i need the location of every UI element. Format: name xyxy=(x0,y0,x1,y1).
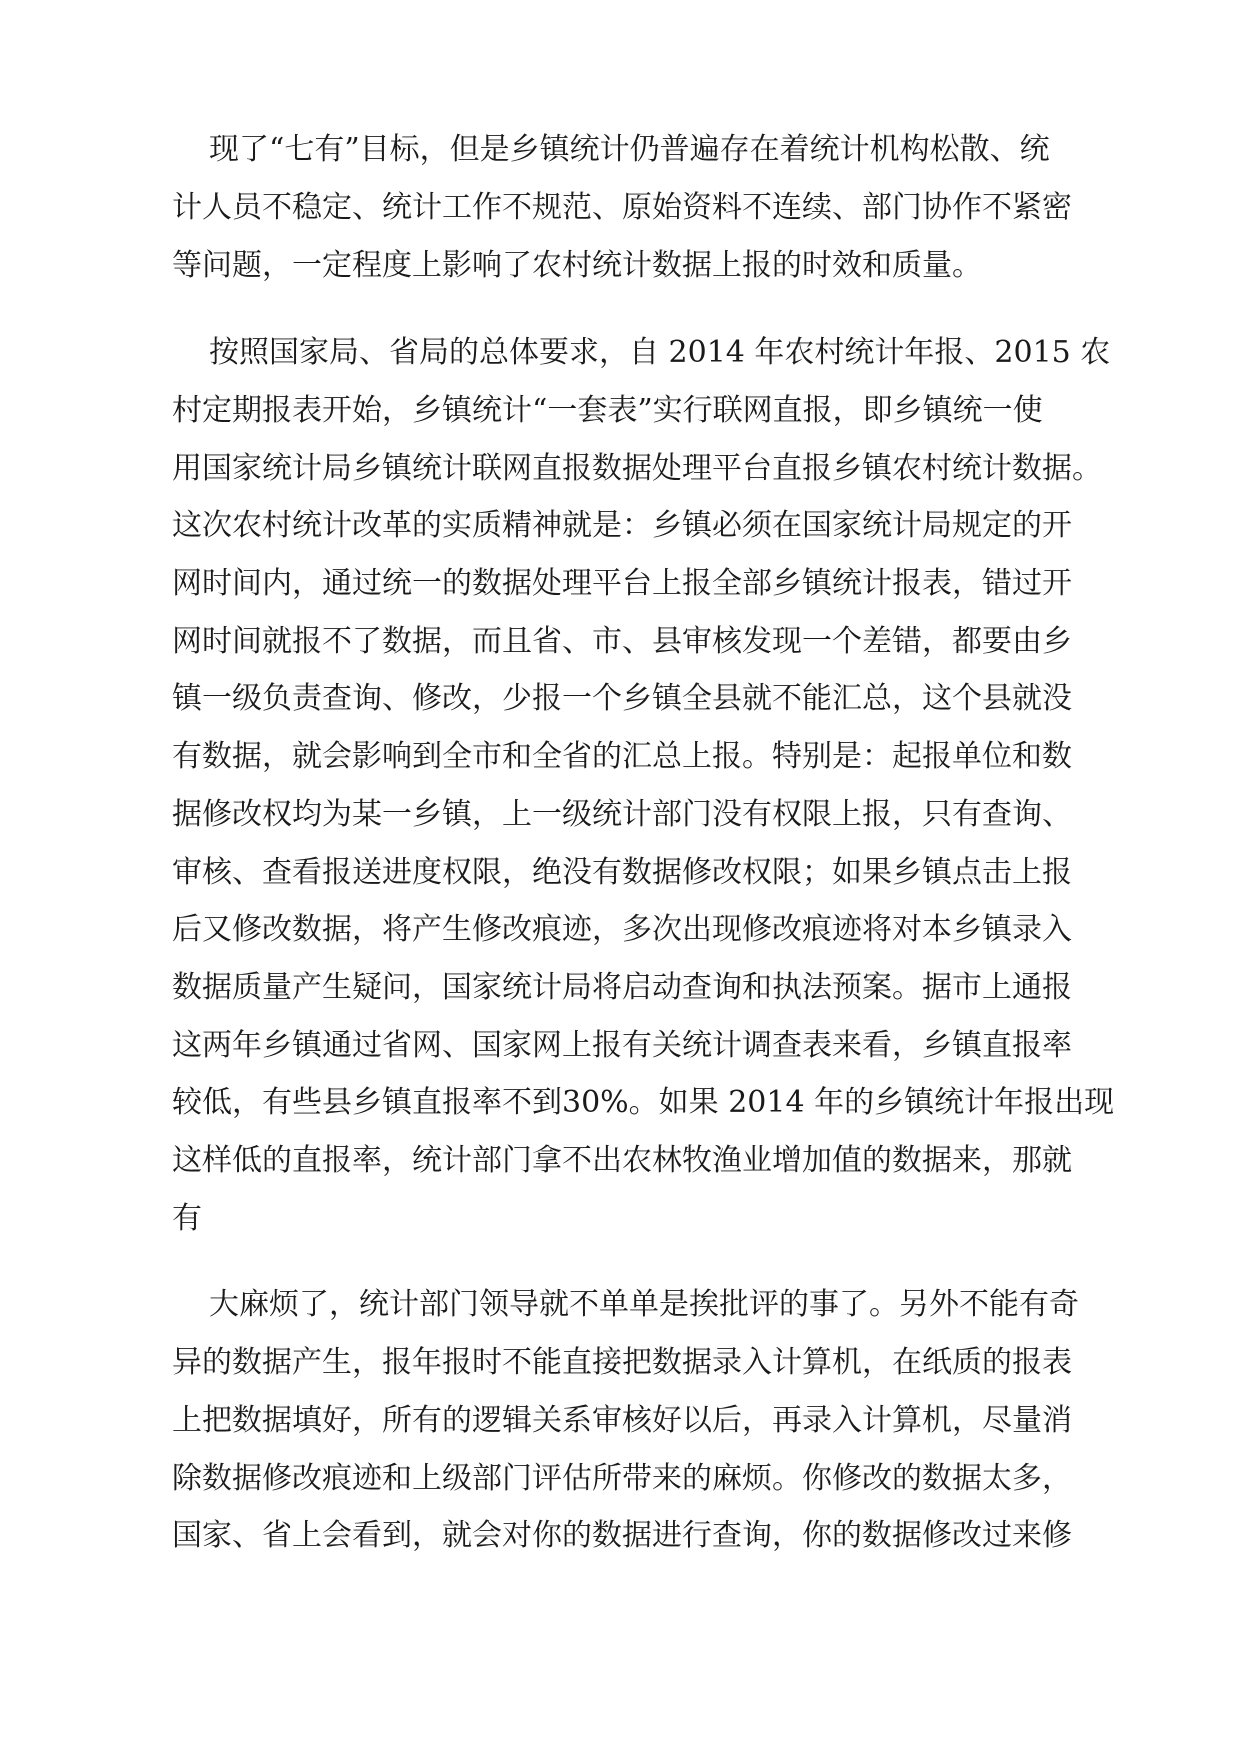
text-line: 大麻烦了，统计部门领导就不单单是挨批评的事了。另外不能有奇 xyxy=(209,1287,1079,1322)
text-line: 除数据修改痕迹和上级部门评估所带来的麻烦。你修改的数据太多， xyxy=(172,1461,1072,1496)
text-line: 有数据，就会影响到全市和全省的汇总上报。特别是：起报单位和数 xyxy=(172,739,1072,774)
text-line: 数据质量产生疑问，国家统计局将启动查询和执法预案。据市上通报 xyxy=(172,970,1072,1005)
text-line: 后又修改数据，将产生修改痕迹，多次出现修改痕迹将对本乡镇录入 xyxy=(172,912,1072,947)
text-line: 上把数据填好，所有的逻辑关系审核好以后，再录入计算机，尽量消 xyxy=(172,1403,1072,1438)
text-line: 异的数据产生，报年报时不能直接把数据录入计算机，在纸质的报表 xyxy=(172,1345,1072,1380)
text-line: 等问题，一定程度上影响了农村统计数据上报的时效和质量。 xyxy=(172,248,982,283)
text-line: 这两年乡镇通过省网、国家网上报有关统计调查表来看，乡镇直报率 xyxy=(172,1028,1072,1063)
text-line: 审核、查看报送进度权限，绝没有数据修改权限；如果乡镇点击上报 xyxy=(172,855,1072,890)
text-line: 较低，有些县乡镇直报率不到30%。如果 2014 年的乡镇统计年报出现 xyxy=(172,1085,1115,1120)
text-line: 按照国家局、省局的总体要求，自 2014 年农村统计年报、2015 农 xyxy=(209,335,1111,370)
text-line: 有 xyxy=(172,1201,202,1236)
text-line: 据修改权均为某一乡镇，上一级统计部门没有权限上报，只有查询、 xyxy=(172,797,1072,832)
text-line: 网时间内，通过统一的数据处理平台上报全部乡镇统计报表，错过开 xyxy=(172,566,1072,601)
text-line: 镇一级负责查询、修改，少报一个乡镇全县就不能汇总，这个县就没 xyxy=(172,681,1072,716)
text-line: 网时间就报不了数据，而且省、市、县审核发现一个差错，都要由乡 xyxy=(172,624,1072,659)
text-line: 用国家统计局乡镇统计联网直报数据处理平台直报乡镇农村统计数据。 xyxy=(172,451,1102,486)
text-line: 计人员不稳定、统计工作不规范、原始资料不连续、部门协作不紧密 xyxy=(172,190,1072,225)
text-line: 现了“七有”目标，但是乡镇统计仍普遍存在着统计机构松散、统 xyxy=(209,132,1050,167)
text-line: 这样低的直报率，统计部门拿不出农林牧渔业增加值的数据来，那就 xyxy=(172,1143,1072,1178)
text-line: 国家、省上会看到，就会对你的数据进行查询，你的数据修改过来修 xyxy=(172,1518,1072,1553)
text-line: 这次农村统计改革的实质精神就是：乡镇必须在国家统计局规定的开 xyxy=(172,508,1072,543)
text-line: 村定期报表开始，乡镇统计“一套表”实行联网直报，即乡镇统一使 xyxy=(172,393,1043,428)
